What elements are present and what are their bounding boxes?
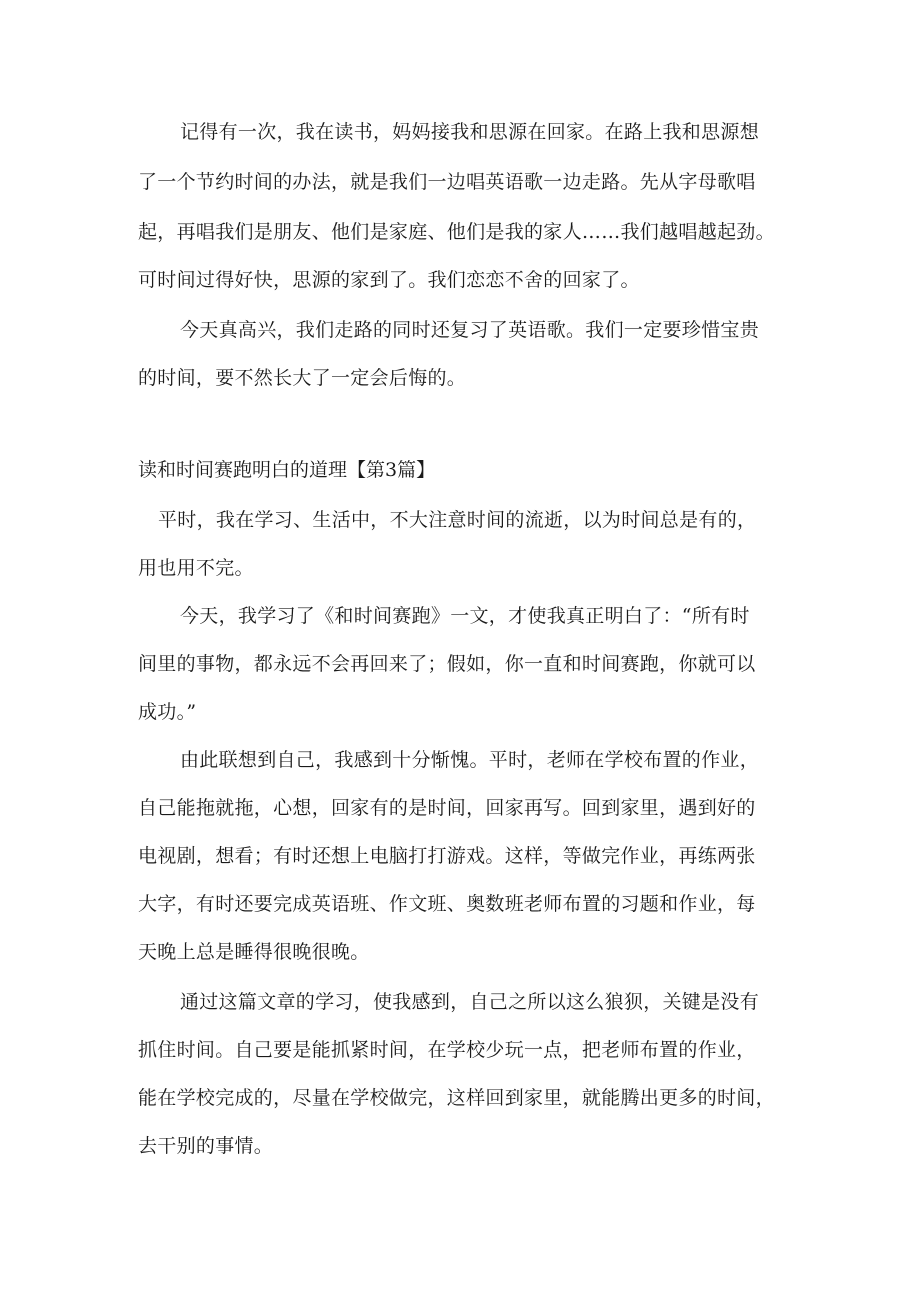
paragraph-2-line-1: 今天真高兴，我们走路的同时还复习了英语歌。我们一定要珍惜宝贵 xyxy=(180,319,760,341)
paragraph-5-line-3: 电视剧，想看；有时还想上电脑打打游戏。这样，等做完作业，再练两张 xyxy=(138,845,756,867)
paragraph-5-line-4: 大字，有时还要完成英语班、作文班、奥数班老师布置的习题和作业，每 xyxy=(138,893,756,915)
section-heading: 读和时间赛跑明白的道理【第3篇】 xyxy=(138,459,436,481)
paragraph-6-line-2: 抓住时间。自己要是能抓紧时间，在学校少玩一点，把老师布置的作业， xyxy=(138,1039,756,1061)
paragraph-3-line-2: 用也用不完。 xyxy=(138,557,254,579)
paragraph-6-line-1: 通过这篇文章的学习，使我感到，自己之所以这么狼狈，关键是没有 xyxy=(180,991,760,1013)
paragraph-1-line-1: 记得有一次，我在读书，妈妈接我和思源在回家。在路上我和思源想 xyxy=(180,121,760,143)
paragraph-2-line-2: 的时间，要不然长大了一定会后悔的。 xyxy=(138,367,467,389)
paragraph-1-line-3: 起，再唱我们是朋友、他们是家庭、他们是我的家人……我们越唱越起劲。 xyxy=(138,221,775,243)
paragraph-4-line-1: 今天，我学习了《和时间赛跑》一文，才使我真正明白了：“所有时 xyxy=(180,605,750,627)
paragraph-5-line-1: 由此联想到自己，我感到十分惭愧。平时，老师在学校布置的作业， xyxy=(180,749,760,771)
paragraph-4-line-3: 成功。” xyxy=(138,701,197,723)
paragraph-3-line-1: 平时，我在学习、生活中，不大注意时间的流逝，以为时间总是有的， xyxy=(158,509,757,531)
paragraph-5-line-2: 自己能拖就拖，心想，回家有的是时间，回家再写。回到家里，遇到好的 xyxy=(138,797,756,819)
paragraph-6-line-4: 去干别的事情。 xyxy=(138,1135,274,1157)
paragraph-4-line-2: 间里的事物，都永远不会再回来了；假如，你一直和时间赛跑，你就可以 xyxy=(138,653,756,675)
paragraph-5-line-5: 天晚上总是睡得很晚很晚。 xyxy=(138,941,370,963)
paragraph-1-line-4: 可时间过得好快，思源的家到了。我们恋恋不舍的回家了。 xyxy=(138,269,640,291)
paragraph-6-line-3: 能在学校完成的，尽量在学校做完，这样回到家里，就能腾出更多的时间， xyxy=(138,1087,775,1109)
paragraph-1-line-2: 了一个节约时间的办法，就是我们一边唱英语歌一边走路。先从字母歌唱 xyxy=(138,171,756,193)
